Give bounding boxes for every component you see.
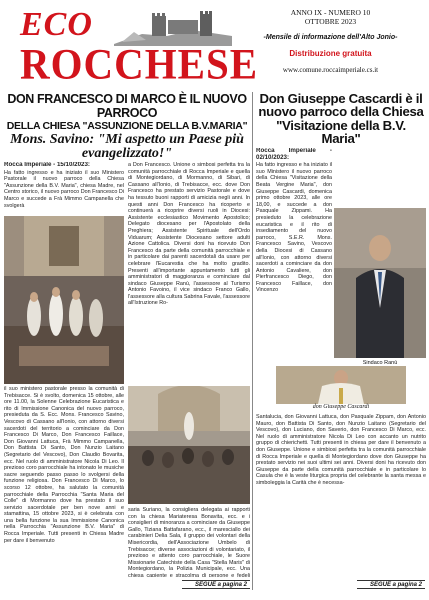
article1-title-line1: DON FRANCESCO DI MARCO È IL NUOVO PARROCO	[7, 92, 247, 120]
article2-text-1: Ha fatto ingresso e ha iniziato il suo Ministero il nuovo parroco della Chiesa "Visitazione della Beata Vergine Maria", don Giuseppe Cascardi, domenica primo ottobre 2023, alle ore 18,00, e succede a don Pasquale Zippami. Ha presieduto la celebrazione eucaristica e il rito di insediamento del nuovo parroco, S.E.R. Mons. Francesco Savino, Vescovo della Diocesi di Cassano all'Ionio, con attorno diversi sacerdoti a cominciare da don Antonio Cavaliere, don Pierfrancesco Diego, don Francesco Faillace, don Vincenzo	[256, 162, 332, 294]
website-link[interactable]: www.comune.roccaimperiale.cs.it	[282, 66, 379, 74]
article1-headline	[4, 92, 250, 161]
publication-subtitle: -Mensile di informazione dell'Alto Jonio-	[263, 34, 398, 41]
article2-title: Don Giuseppe Cascardi è il nuovo parroco della Chiesa "Visitazione della B.V. Maria"	[258, 91, 424, 147]
logo-eco: ECO	[20, 6, 93, 43]
article1-quote: Mons. Savino: "Mi aspetto un Paese più evangelizzato!"	[10, 132, 244, 161]
article1-photo-congregation	[128, 386, 250, 504]
article2-continued-link[interactable]: SEGUE a pagina 2	[357, 580, 425, 589]
article1-column1-bottom: il suo ministero pastorale presso la comunità di Trebisacce. Si è svolto, domenica 15 ottobre, alle ore 11.00, la Solenne Celebrazione Eucaristica e rito di Immissione Canonica del nuovo parroco, presieduta da S. Ecc. Mons. Francesco Savino, Vescovo di Cassano all'Ionio, con attorno diversi sacerdoti del territorio a cominciare da Don Francesco Di Marco, Don Francesco Faillace, Don Giovanni Lattuca, Frà Mimmo Campanella, Don Battista Di Santo, Don Nunzio Laitano (Segretario del Vescovo), Don Claudio Bovarita, ecc. Nel ruolo di amministratore Nicola Di Leo. Il prezioso coro parrocchiale ha intonato le musiche sacre seguendo passo passo lo svolgersi della funzione religiosa. Don Francesco Di Marco, lo scorso 12 ottobre, ha salutato la comunità parrocchiale della Parrocchia "Santa Maria del Colle" di Mormanno dove ha prestato il suo servizio sacerdotale per ben nove anni e stamattina, 15 ottobre 2023, si è celebrata con una bella funzione la sua Immissione Canonica nella Parrocchia "Assunzione B.V. Maria" di Rocca Imperiale. Tutti presenti in Chiesa Madre per dare il benvenuto	[4, 386, 124, 544]
masthead-info	[238, 8, 423, 74]
article1-column2-top: a Don Francesco. Unione o simbosi perfetta tra la comunità parrocchiale di Rocca Imperiale e quella di Montegiordano, di Mormanno, di Sibari, di Cassano all'Ionio, di Trebisacce, ecc. dove Don Francesco ha prestato servizio Pastorale e dove ha tessuto buoni rapporti di amicizia negli anni. In questi anni Don Francesco ha ricoperto e continuerà a ricoprire diversi ruoli in Diocesi: Assistente ecclesiastico Movimento Apostolico; Delegato diocesano per l'Apostolato della Preghiera; Assistente Spirituale dell'Ordo Viduarum; Assistente Diocesano settore adulti Azione Cattolica. Diversi doni ha ricevuto Don Francesco da parte della comunità parrocchiale e in particolare dai parenti sacerdotali da usare per celebrare l'Eucarestia che ha molto gradito. Presenti all'importante appuntamento tutti gli amministratori di maggioranza e cominciare dal sindaco Giuseppe Ranù, l'assessore al Turismo Antonio Favoino, il vice sindaco Franco Gallo, l'assessore alla cultura Sabrina Favale, l'assessore all'Istruzione Ro-	[128, 162, 250, 307]
article2-photo-priest	[256, 366, 426, 404]
article1-dateline: Rocca Imperiale - 15/10/2023:	[4, 162, 90, 168]
article1-column2-bottom: saria Suriano, la consigliera delegata ai rapporti con la chiesa Mariateresa Bonavita, ecc. e i consiglieri di minoranza a cominciare da Giuseppe Gallo, Tiziana Battafarano, ecc., il maresciallo dei carabinieri Delia Sala, il gruppo dei volontari della Misericordia, dell'Associazione Umbelo di Trebisacce; diverse associazioni di volontariato, il prezioso e attento coro parrocchiale, le Suore Missionarie Catechiste della Casa "Stella Maris" di Montegiordano, la Polizia Municipale, ecc. Una chiesa capiente e stracolma di persone e fedeli	[128, 507, 250, 577]
distribution-note: Distribuzione gratuita	[289, 49, 372, 58]
article1-photo-ceremony	[4, 216, 124, 384]
article1-title-line2: DELLA CHIESA "ASSUNZIONE DELLA B.V.MARIA"	[6, 120, 248, 132]
photo-caption-mayor: Sindaco Ranù	[362, 360, 398, 366]
photo-caption-priest: don Giuseppe Cascardi	[312, 404, 370, 410]
article2-column-left	[256, 148, 332, 364]
article2-column-bottom: Santalucia, don Giovanni Lattuca, don Pasquale Zippam, don Antonio Mauro, don Battista Di Santo, don Nunzio Laitano (Segretario del Vescovo), don Luciano, don Saverio, don Francesco Di Marco, ecc. Nel ruolo di amministratore Nicola Di Leo con accanto un nutrito gruppo di chierichetti. Tutti presenti in chiesa per dare il benvenuto a don Giuseppe. Unione e simbiosi perfetta tra la comunità parrocchiale di Rocca Imperiale e quella di Montegiordano dove don Giuseppe ha prestato servizio nei suoi ultimi sei anni. Diversi doni ha ricevuto don Giuseppe da parte della comunità parrocchiale e in particolare lo Casula che è la veste liturgica propria del celebrante la santa messa e simboleggia la Carità che è necessa-	[256, 414, 426, 486]
logo	[20, 6, 259, 89]
article2-dateline: Rocca Imperiale - 02/10/2023:	[256, 148, 332, 161]
article1-text-1: Ha fatto ingresso e ha iniziato il suo Ministero Pastorale il nuovo parroco della Chiesa "Assunzione della B.V. Maria", chiesa Madre, nel Centro storico, il nuovo parroco Don Francesco Di Marco e succede a Frà Mimmo Campanella che svolgerà	[4, 169, 124, 209]
column-divider	[252, 92, 253, 590]
masthead	[0, 0, 429, 89]
logo-rocchese: ROCCHESE	[20, 39, 259, 89]
article1-continued-link[interactable]: SEGUE a pagina 2	[182, 580, 250, 589]
issue-number: ANNO IX - NUMERO 10	[290, 8, 371, 17]
issue-date: OTTOBRE 2023	[304, 17, 357, 26]
article2-photo-mayor	[334, 208, 426, 358]
article2-headline	[256, 92, 426, 146]
article1-column1-top	[4, 162, 124, 214]
